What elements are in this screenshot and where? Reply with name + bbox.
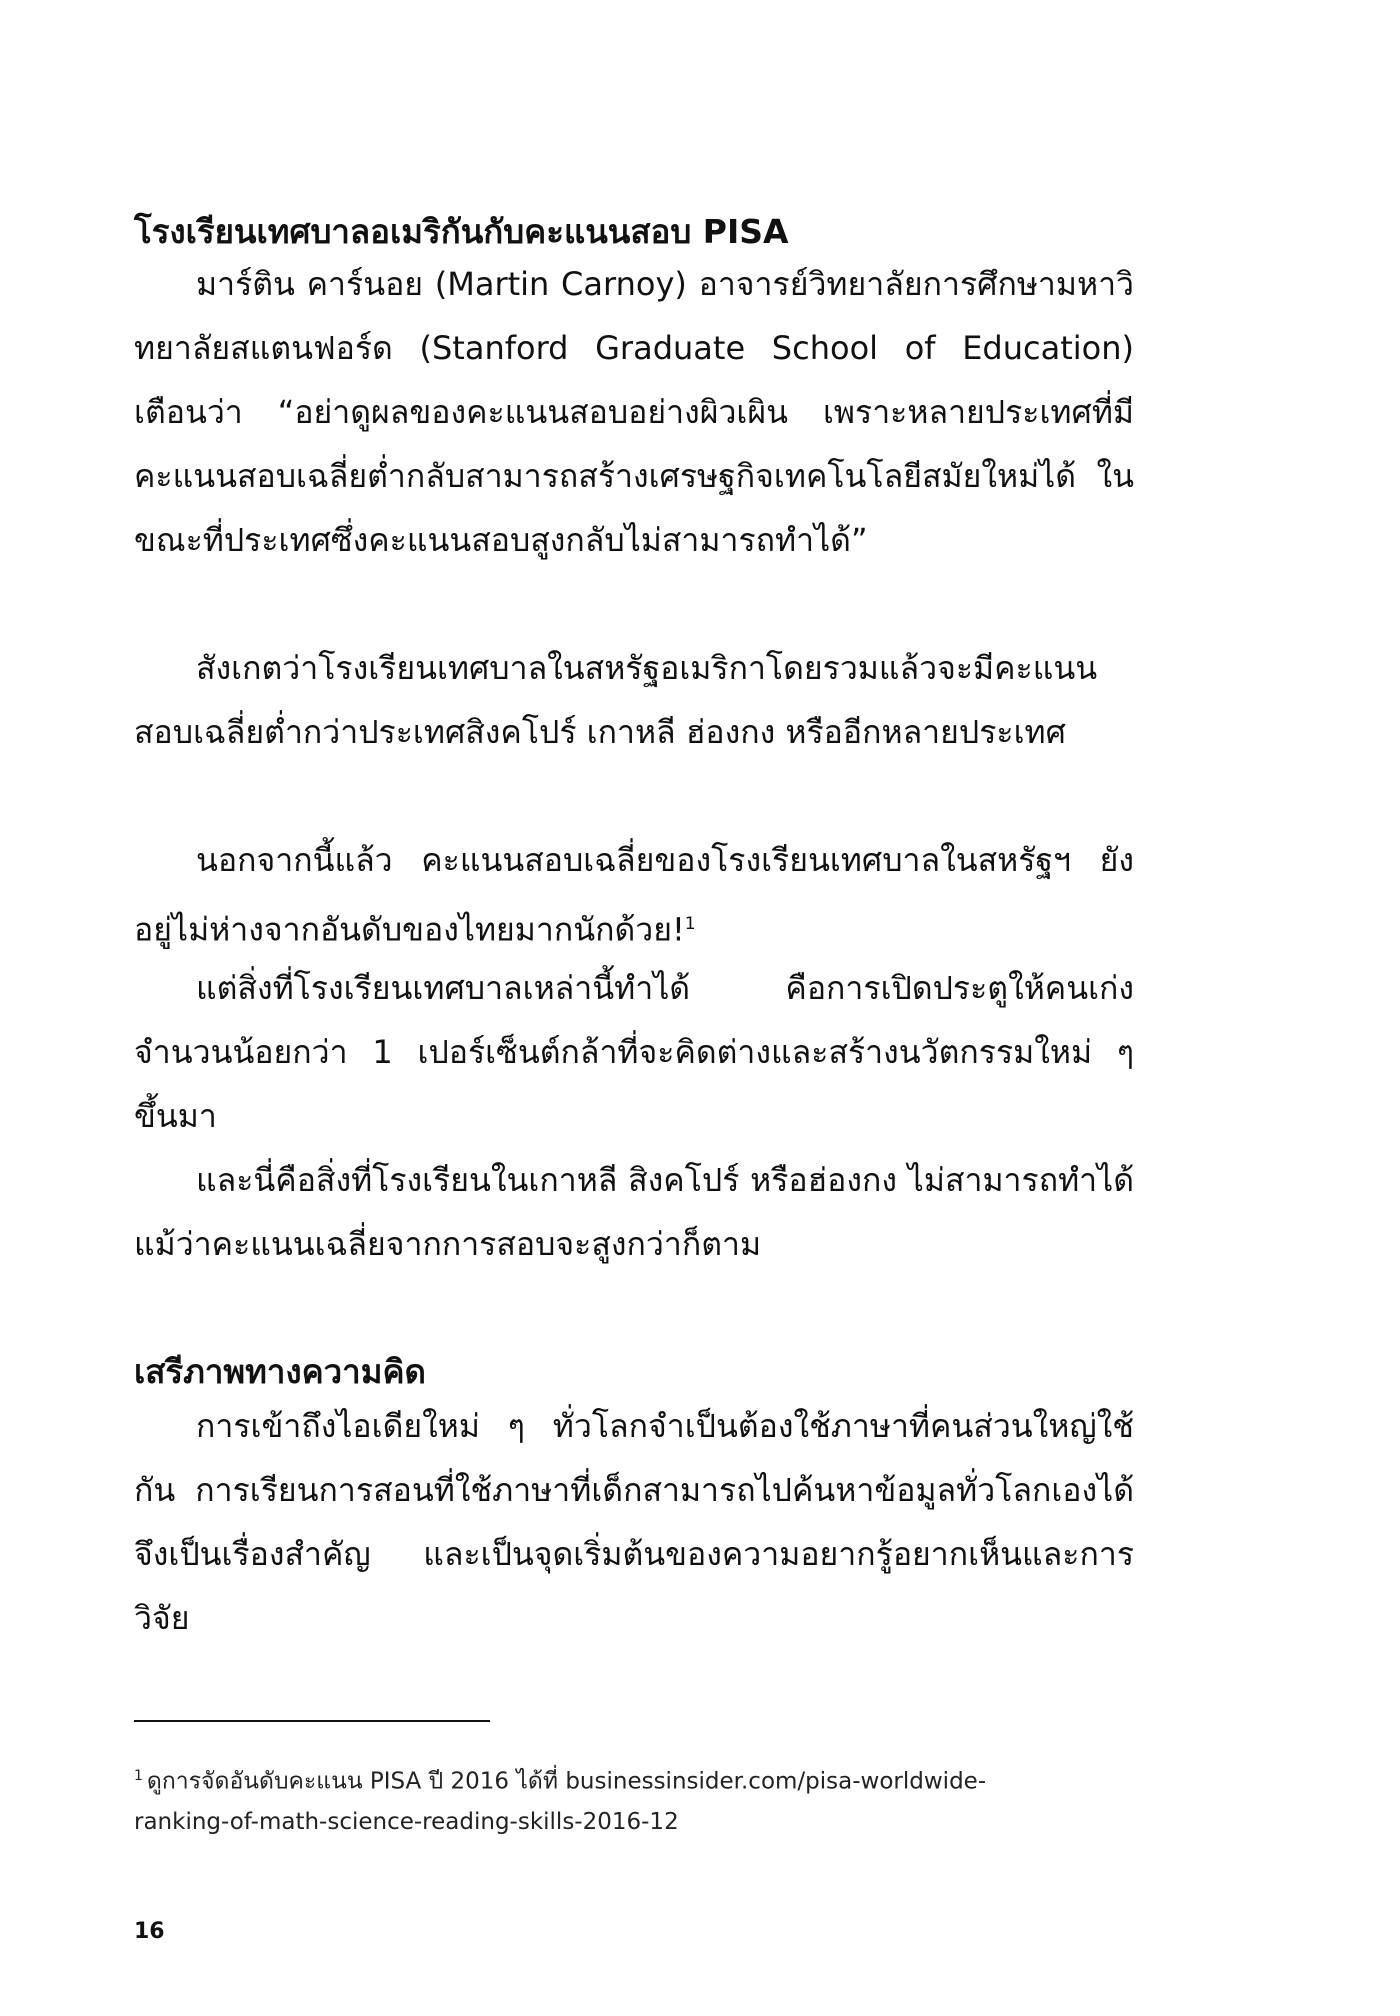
footnote-reference: 1 [684, 914, 696, 934]
footnote-number: 1 [134, 1768, 143, 1784]
paragraph-asia-comparison: และนี่คือสิ่งที่โรงเรียนในเกาหลี สิงคโปร์ หรือฮ่องกง ไม่สามารถทำได้ แม้ว่าคะแนนเฉลี่ยจากการสอบจะสูงกว่าก็ตาม [134, 1161, 1134, 1263]
paragraph-language-access: การเข้าถึงไอเดียใหม่ ๆ ทั่วโลกจำเป็นต้องใช้ภาษาที่คนส่วนใหญ่ใช้กัน การเรียนการสอนที่ใช้ภาษาที่เด็กสามารถไปค้นหาข้อมูลทั่วโลกเองได้จึงเป็นเรื่องสำคัญ และเป็นจุดเริ่มต้นของความอยากรู้อยากเห็นและการวิจัย [134, 1407, 1134, 1637]
footnote [134, 1756, 1034, 1842]
paragraph-us-schools-scores: สังเกตว่าโรงเรียนเทศบาลในสหรัฐอเมริกาโดยรวมแล้วจะมีคะแนนสอบเฉลี่ยต่ำกว่าประเทศสิงคโปร์ เกาหลี ฮ่องกง หรืออีกหลายประเทศ [134, 649, 1098, 751]
page-number: 16 [134, 1919, 165, 1944]
paragraph-thailand-comparison [134, 828, 1134, 962]
paragraph-thailand-text: นอกจากนี้แล้ว คะแนนสอบเฉลี่ยของโรงเรียนเทศบาลในสหรัฐฯ ยังอยู่ไม่ห่างจากอันดับของไทยมากนักด้วย! [134, 841, 1134, 949]
footnote-divider [134, 1720, 490, 1722]
paragraph-carnoy-quote: มาร์ติน คาร์นอย (Martin Carnoy) อาจารย์วิทยาลัยการศึกษามหาวิทยาลัยสแตนฟอร์ด (Stanford Graduate School of Education) เตือนว่า “อย่าดูผลของคะแนนสอบอย่างผิวเผิน เพราะหลายประเทศที่มีคะแนนสอบเฉลี่ยต่ำกลับสามารถสร้างเศรษฐกิจเทคโนโลยีสมัยใหม่ได้ ในขณะที่ประเทศซึ่งคะแนนสอบสูงกลับไม่สามารถทำได้” [134, 265, 1134, 559]
paragraph-innovation: แต่สิ่งที่โรงเรียนเทศบาลเหล่านี้ทำได้ คือการเปิดประตูให้คนเก่งจำนวนน้อยกว่า 1 เปอร์เซ็นต์กล้าที่จะคิดต่างและสร้างนวัตกรรมใหม่ ๆ ขึ้นมา [134, 969, 1134, 1135]
section-heading-freedom: เสรีภาพทางความคิด [134, 1352, 426, 1391]
section-heading-pisa: โรงเรียนเทศบาลอเมริกันกับคะแนนสอบ PISA [134, 212, 789, 251]
footnote-text: ดูการจัดอันดับคะแนน PISA ปี 2016 ได้ที่ businessinsider.com/pisa-worldwide-ranking-of-math-science-reading-skills-2016-12 [134, 1768, 987, 1835]
